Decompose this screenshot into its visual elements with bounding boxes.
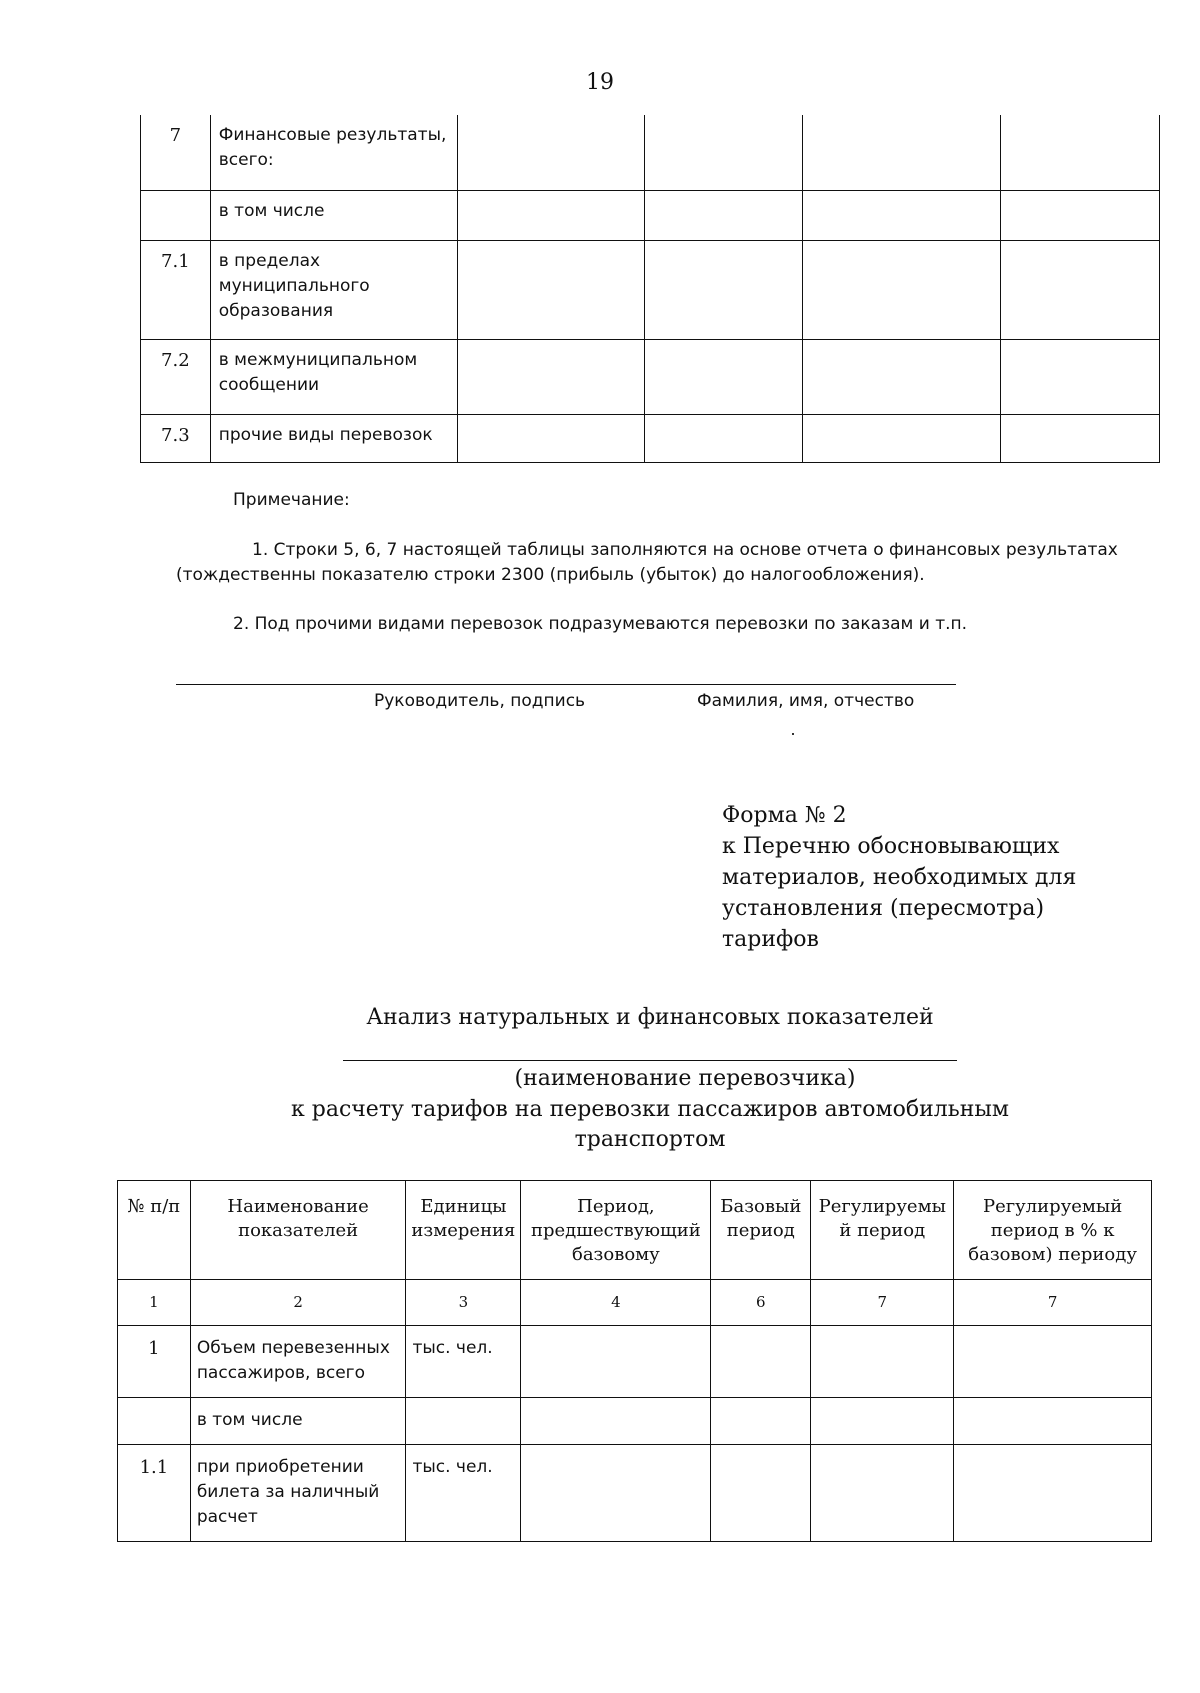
row-name: в пределах муниципального образования xyxy=(210,240,458,339)
table-cell xyxy=(458,115,644,190)
column-header: № п/п xyxy=(118,1181,191,1280)
column-number: 7 xyxy=(811,1280,954,1326)
table-cell xyxy=(1001,115,1160,190)
form-ref-line: тарифов xyxy=(722,927,819,952)
table-cell xyxy=(458,339,644,414)
table-cell xyxy=(803,115,1001,190)
row-number: 7.3 xyxy=(141,414,211,462)
table-cell xyxy=(811,1398,954,1445)
table-cell xyxy=(711,1326,811,1398)
row-number: 1 xyxy=(118,1326,191,1398)
table-cell xyxy=(803,240,1001,339)
carrier-caption: (наименование перевозчика) xyxy=(514,1066,856,1091)
form-subtitle-line-2: транспортом xyxy=(574,1127,726,1152)
column-number: 1 xyxy=(118,1280,191,1326)
financial-results-table xyxy=(140,115,1160,463)
form-ref-line: к Перечню обосновывающих xyxy=(722,834,1060,859)
table-row xyxy=(118,1326,1152,1398)
table-cell xyxy=(521,1326,711,1398)
table-cell xyxy=(1001,414,1160,462)
table-cell xyxy=(644,339,803,414)
note-title: Примечание: xyxy=(233,490,350,510)
table-cell xyxy=(811,1326,954,1398)
table-cell xyxy=(521,1398,711,1445)
row-unit: тыс. чел. xyxy=(406,1445,521,1542)
table-row xyxy=(141,339,1160,414)
note-1-line-1: 1. Строки 5, 6, 7 настоящей таблицы заполняются на основе отчета о финансовых результатах xyxy=(252,540,1118,560)
column-header: Единицы измерения xyxy=(406,1181,521,1280)
row-name: в том числе xyxy=(210,190,458,240)
column-header: Регулируемый период в % к базовом) периоду xyxy=(954,1181,1152,1280)
page-number: 19 xyxy=(586,70,614,95)
column-header: Период, предшествующий базовому xyxy=(521,1181,711,1280)
table-cell xyxy=(458,414,644,462)
signature-line xyxy=(176,684,956,685)
row-name: Финансовые результаты, всего: xyxy=(210,115,458,190)
table-cell xyxy=(458,240,644,339)
signature-head-label: Руководитель, подпись xyxy=(374,691,586,711)
table-cell xyxy=(644,190,803,240)
table-row xyxy=(118,1445,1152,1542)
table-row xyxy=(141,190,1160,240)
table-cell xyxy=(1001,190,1160,240)
row-number: 7 xyxy=(141,115,211,190)
table-cell xyxy=(458,190,644,240)
table-cell xyxy=(954,1445,1152,1542)
table-row xyxy=(141,414,1160,462)
carrier-name-line xyxy=(343,1060,957,1061)
table-row xyxy=(141,115,1160,190)
form-reference xyxy=(722,800,1102,955)
row-name: в том числе xyxy=(190,1398,406,1445)
table-cell xyxy=(644,240,803,339)
column-number: 4 xyxy=(521,1280,711,1326)
table-cell xyxy=(1001,240,1160,339)
table-cell xyxy=(644,414,803,462)
table-cell xyxy=(803,190,1001,240)
row-name: Объем перевезенных пассажиров, всего xyxy=(190,1326,406,1398)
row-name: прочие виды перевозок xyxy=(210,414,458,462)
stray-dot xyxy=(792,733,794,735)
column-header: Наименование показателей xyxy=(190,1181,406,1280)
row-number: 7.2 xyxy=(141,339,211,414)
table-cell xyxy=(1001,339,1160,414)
column-number: 6 xyxy=(711,1280,811,1326)
column-number: 7 xyxy=(954,1280,1152,1326)
column-number: 3 xyxy=(406,1280,521,1326)
table-cell xyxy=(711,1445,811,1542)
table-cell xyxy=(803,339,1001,414)
table-cell xyxy=(803,414,1001,462)
table-cell xyxy=(711,1398,811,1445)
table-cell xyxy=(954,1398,1152,1445)
signature-name-label: Фамилия, имя, отчество xyxy=(697,691,915,711)
row-unit: тыс. чел. xyxy=(406,1326,521,1398)
row-number: 1.1 xyxy=(118,1445,191,1542)
form-subtitle-line-1: к расчету тарифов на перевозки пассажиров автомобильным xyxy=(291,1097,1009,1122)
form-ref-line: установления (пересмотра) xyxy=(722,896,1045,921)
row-unit xyxy=(406,1398,521,1445)
table-row xyxy=(141,240,1160,339)
indicators-table xyxy=(117,1180,1152,1542)
table-cell xyxy=(644,115,803,190)
column-number: 2 xyxy=(190,1280,406,1326)
row-number: 7.1 xyxy=(141,240,211,339)
row-number xyxy=(118,1398,191,1445)
table-cell xyxy=(811,1445,954,1542)
form-ref-line: Форма № 2 xyxy=(722,803,847,828)
column-number-row xyxy=(118,1280,1152,1326)
row-name: в межмуниципальном сообщении xyxy=(210,339,458,414)
column-header: Базовый период xyxy=(711,1181,811,1280)
note-2: 2. Под прочими видами перевозок подразумеваются перевозки по заказам и т.п. xyxy=(233,614,968,634)
form-ref-line: материалов, необходимых для xyxy=(722,865,1077,890)
row-name: при приобретении билета за наличный расчет xyxy=(190,1445,406,1542)
header-row xyxy=(118,1181,1152,1280)
table-cell xyxy=(954,1326,1152,1398)
form-title: Анализ натуральных и финансовых показателей xyxy=(366,1005,934,1030)
note-1-line-2: (тождественны показателю строки 2300 (прибыль (убыток) до налогообложения). xyxy=(176,565,925,585)
row-number xyxy=(141,190,211,240)
table-cell xyxy=(521,1445,711,1542)
table-row xyxy=(118,1398,1152,1445)
column-header: Регулируемы й период xyxy=(811,1181,954,1280)
